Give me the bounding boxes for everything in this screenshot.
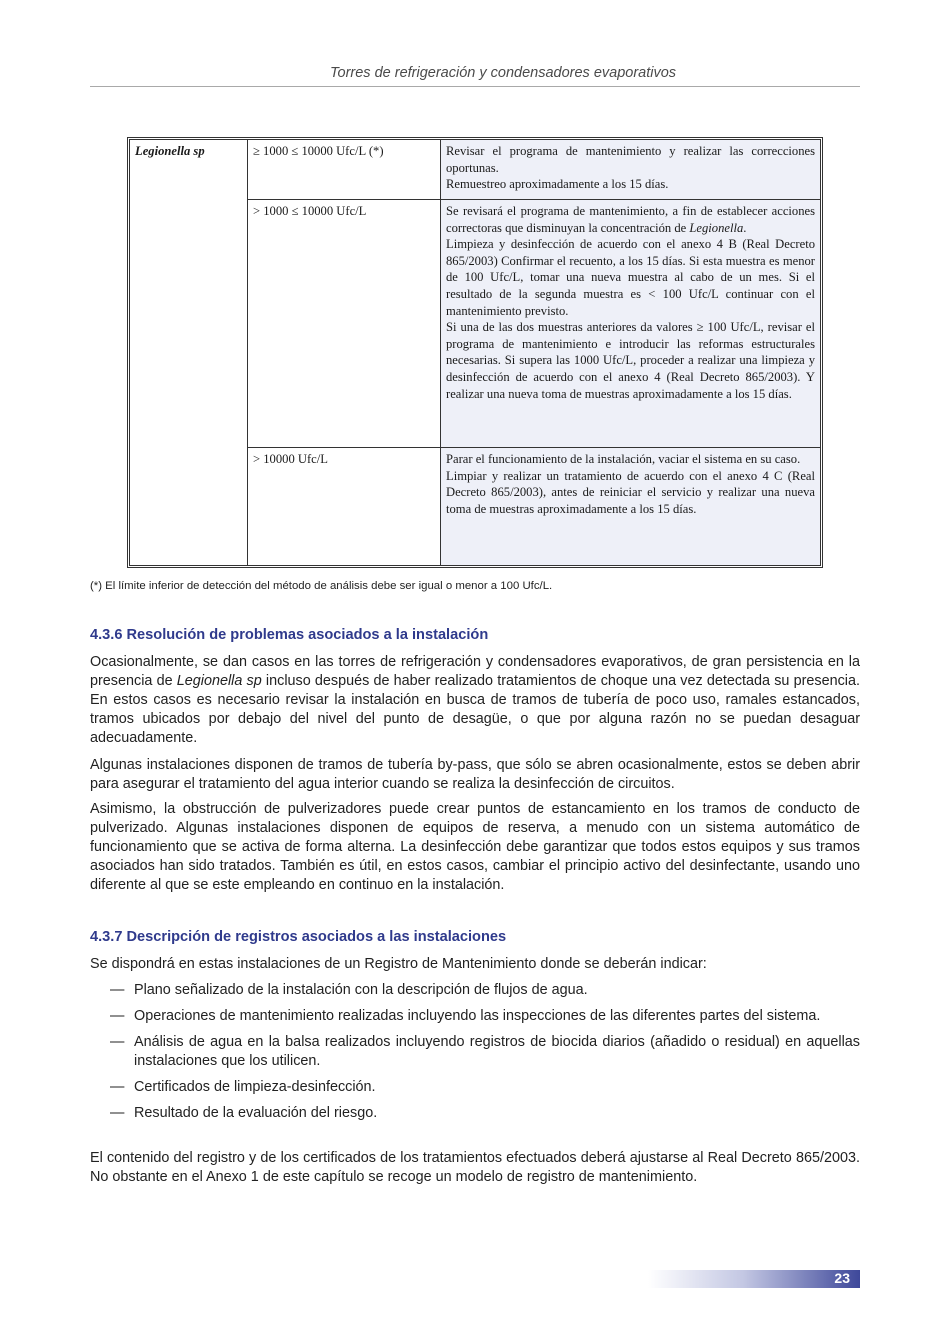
table-row bbox=[130, 140, 821, 200]
list-item bbox=[110, 981, 860, 1000]
action-text: Si una de las dos muestras anteriores da valores ≥ 100 Ufc/L, revisar el programa de mantenimiento e introducir las reformas estructurales necesarias. Si supera las 1000 Ufc/L, proceder a realizar una limpieza y desinfección de acuerdo con el anexo 4 (Real Decreto 865/2003). Y realizar una nueva toma de muestras aproximadamente a los 15 días. bbox=[446, 320, 815, 401]
list-item-text: Resultado de la evaluación del riesgo. bbox=[134, 1105, 378, 1122]
action-text: Revisar el programa de mantenimiento y realizar las correcciones oportunas. bbox=[446, 144, 815, 175]
list-item-text: Plano señalizado de la instalación con la descripción de flujos de agua. bbox=[134, 982, 588, 998]
dash-bullet: — bbox=[110, 982, 125, 998]
paragraph: Algunas instalaciones disponen de tramos de tubería by-pass, que sólo se abren ocasionalmente, estos se deben abrir para asegurar el tratamiento del agua interior cuando se realiza la desinfección de circuitos. bbox=[90, 757, 860, 793]
action-text-part: Se revisará el programa de mantenimiento, a fin de establecer acciones correctoras que disminuyan la concentración de bbox=[446, 204, 815, 235]
maintenance-record-list bbox=[110, 981, 860, 1131]
list-item bbox=[110, 1078, 860, 1097]
action-text bbox=[446, 203, 815, 236]
action-text: Limpiar y realizar un tratamiento de acuerdo con el anexo 4 C (Real Decreto 865/2003), antes de reiniciar el servicio y realizar una nueva toma de muestras aproximadamente a los 15 días. bbox=[446, 468, 815, 516]
list-item bbox=[110, 1007, 860, 1026]
page-number-band bbox=[648, 1270, 860, 1288]
list-item bbox=[110, 1104, 860, 1123]
action-text: Limpieza y desinfección de acuerdo con el anexo 4 B (Real Decreto 865/2003) Confirmar el recuento, a los 15 días. Si esta muestra es menor de 100 Ufc/L, tomar una nueva muestra al cabo de un mes. Si el resultado de la segunda muestra es < 100 Ufc/L continuar con el mantenimiento previsto. bbox=[446, 237, 815, 318]
paragraph bbox=[90, 653, 860, 748]
action-text: Remuestreo aproximadamente a los 15 días. bbox=[446, 177, 669, 192]
range-cell: ≥ 1000 ≤ 10000 Ufc/L (*) bbox=[248, 140, 441, 200]
list-item-text: Análisis de agua en la balsa realizados incluyendo registros de biocida diarios (añadido o residual) en aquellas instalaciones que los utilicen. bbox=[134, 1034, 860, 1070]
action-text-part: . bbox=[743, 220, 747, 235]
paragraph: Asimismo, la obstrucción de pulverizadores puede crear puntos de estancamiento en los tramos de conducto de pulverizado. Algunas instalaciones disponen de equipos de reserva, a menudo con un sistema automático de funcionamiento que se activa de forma alterna. La desinfección debe garantizar que todos estos equipos y sus tramos asociados han sido tratados. También es útil, en estos casos, cambiar el principio activo del desinfectante, usando uno diferente al que se este empleando en continuo en la instalación. bbox=[90, 801, 860, 894]
section-title-4-3-6: 4.3.6 Resolución de problemas asociados a la instalación bbox=[90, 627, 489, 643]
list-item-text: Operaciones de mantenimiento realizadas incluyendo las inspecciones de las diferentes partes del sistema. bbox=[134, 1008, 821, 1025]
range-cell: > 1000 ≤ 10000 Ufc/L bbox=[248, 200, 441, 448]
action-cell bbox=[441, 448, 821, 566]
section-title-4-3-7: 4.3.7 Descripción de registros asociados a las instalaciones bbox=[90, 929, 507, 945]
running-header bbox=[90, 64, 860, 87]
paragraph: Se dispondrá en estas instalaciones de un Registro de Mantenimiento donde se deberán indicar: bbox=[90, 956, 707, 972]
legionella-criteria-table bbox=[129, 139, 821, 566]
list-item bbox=[110, 1033, 860, 1071]
dash-bullet: — bbox=[110, 1034, 125, 1051]
page-number: 23 bbox=[834, 1270, 850, 1286]
table-footnote: (*) El límite inferior de detección del método de análisis debe ser igual o menor a 100 Ufc/L. bbox=[90, 580, 553, 592]
paragraph-part: incluso después de haber realizado tratamientos de choque una vez detectada su presencia. En estos casos es necesario revisar la instalación en busca de tramos de tubería de poco uso, ramales estancados, tramos ubicados por debajo del nivel del punto de desagüe, o que por alguna razón no se puedan desaguar adecuadamente. bbox=[90, 673, 861, 747]
dash-bullet: — bbox=[110, 1008, 125, 1025]
action-cell bbox=[441, 140, 821, 200]
dash-bullet: — bbox=[110, 1105, 125, 1122]
organism-name: Legionella bbox=[689, 220, 744, 235]
action-text: Parar el funcionamiento de la instalación, vaciar el sistema en su caso. bbox=[446, 452, 801, 466]
paragraph: El contenido del registro y de los certificados de los tratamientos efectuados deberá ajustarse al Real Decreto 865/2003. No obstante en el Anexo 1 de este capítulo se recoge un modelo de registro de mantenimiento. bbox=[90, 1150, 860, 1186]
organism-name: Legionella sp bbox=[176, 673, 262, 690]
dash-bullet: — bbox=[110, 1079, 125, 1096]
action-cell bbox=[441, 200, 821, 448]
parameter-cell: Legionella sp bbox=[130, 140, 248, 566]
range-cell: > 10000 Ufc/L bbox=[248, 448, 441, 566]
running-header-title: Torres de refrigeración y condensadores evaporativos bbox=[330, 65, 677, 81]
paragraph-part: Ocasionalmente, se dan casos en las torres de refrigeración y condensadores evaporativos, de gran persistencia en la presencia de bbox=[90, 654, 860, 690]
list-item-text: Certificados de limpieza-desinfección. bbox=[134, 1079, 376, 1096]
